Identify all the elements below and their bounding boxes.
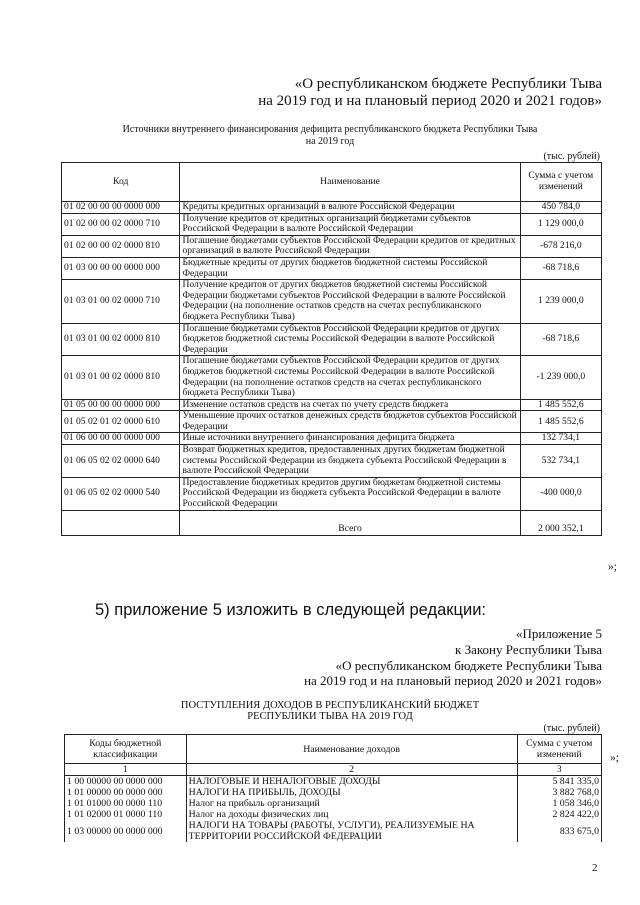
row-sum: 2 824 422,0 bbox=[517, 809, 601, 820]
row-code: 1 03 00000 00 0000 000 bbox=[65, 820, 187, 842]
row-code: 1 01 01000 00 0000 110 bbox=[65, 798, 187, 809]
table1-closing-mark: »; bbox=[608, 561, 617, 573]
row-sum: 132 734,1 bbox=[520, 433, 601, 445]
col-num-3: 3 bbox=[517, 764, 601, 776]
table-header-row bbox=[65, 735, 602, 764]
row-name: Кредиты кредитных организаций в валюте Российской Федерации bbox=[180, 202, 520, 214]
income-table bbox=[64, 734, 602, 842]
row-code: 01 03 00 00 00 0000 000 bbox=[62, 257, 180, 279]
point5-text: 5) приложение 5 изложить в следующей редакции: bbox=[95, 601, 486, 619]
row-sum: 1 058 346,0 bbox=[517, 798, 601, 809]
table-row bbox=[62, 399, 602, 411]
row-code: 1 00 00000 00 0000 000 bbox=[65, 776, 187, 788]
row-code: 01 06 05 02 02 0000 540 bbox=[62, 477, 180, 510]
row-code: 01 02 00 00 00 0000 000 bbox=[62, 202, 180, 214]
row-code: 01 03 01 00 02 0000 710 bbox=[62, 280, 180, 323]
col-num-2: 2 bbox=[186, 764, 517, 776]
table1-title-line2: на 2019 год bbox=[305, 136, 355, 147]
row-sum: 532 734,1 bbox=[520, 445, 601, 478]
table-row bbox=[62, 445, 602, 478]
row-sum: -1 239 000,0 bbox=[520, 356, 601, 399]
row-sum: 450 784,0 bbox=[520, 202, 601, 214]
header-sum: Сумма с учетом изменений bbox=[520, 163, 601, 202]
table-row bbox=[62, 356, 602, 399]
row-sum: 3 882 768,0 bbox=[517, 787, 601, 798]
row-name: Получение кредитов от других бюджетов бюджетной системы Российской Федерации бюджетами субъектов Российской Федерации в валюте Российской Федерации (на пополнение остатков средств на счетах республиканского бюджета Республики Тыва) bbox=[180, 280, 520, 323]
header-name: Наименование bbox=[180, 163, 520, 202]
row-code: 1 01 00000 00 0000 000 bbox=[65, 787, 187, 798]
sources-table bbox=[61, 162, 602, 536]
table-row bbox=[65, 809, 602, 820]
row-sum: 1 485 552,6 bbox=[520, 411, 601, 433]
row-code: 01 03 01 00 02 0000 810 bbox=[62, 323, 180, 356]
row-name: Налог на прибыль организаций bbox=[186, 798, 517, 809]
row-code: 01 06 05 02 02 0000 640 bbox=[62, 445, 180, 478]
total-label: Всего bbox=[180, 510, 520, 535]
row-sum: -68 718,6 bbox=[520, 323, 601, 356]
row-name: Предоставление бюджетных кредитов другим бюджетам бюджетной системы Российской Федерации из бюджета субъекта Российской Федерации в валюте Российской Федерации bbox=[180, 477, 520, 510]
row-sum: -400 000,0 bbox=[520, 477, 601, 510]
row-name: НАЛОГИ НА ПРИБЫЛЬ, ДОХОДЫ bbox=[186, 787, 517, 798]
row-name: НАЛОГОВЫЕ И НЕНАЛОГОВЫЕ ДОХОДЫ bbox=[186, 776, 517, 788]
table-row bbox=[62, 202, 602, 214]
row-sum: -678 216,0 bbox=[520, 235, 601, 257]
table-row bbox=[62, 323, 602, 356]
header1-line1: «О республиканском бюджете Республики Тыва bbox=[294, 76, 602, 92]
row-code: 01 02 00 00 02 0000 810 bbox=[62, 235, 180, 257]
row-code: 01 02 00 00 02 0000 710 bbox=[62, 213, 180, 235]
row-name: Погашение бюджетами субъектов Российской Федерации кредитов от других бюджетов бюджетной системы Российской Федерации в валюте Российской Федерации (на пополнение остатков средств на счетах республиканского бюджета Республики Тыва) bbox=[180, 356, 520, 399]
row-name: Изменение остатков средств на счетах по учету средств бюджета bbox=[180, 399, 520, 411]
row-name: Получение кредитов от кредитных организаций бюджетами субъектов Российской Федерации в валюте Российской Федерации bbox=[180, 213, 520, 235]
row-name: Иные источники внутреннего финансирования дефицита бюджета bbox=[180, 433, 520, 445]
header-code: Код bbox=[62, 163, 180, 202]
row-name: Возврат бюджетных кредитов, предоставленных других бюджетам бюджетной системы Российской Федерации из бюджета субъекта Российской Федерации в валюте Российской Федерации bbox=[180, 445, 520, 478]
header2-line4: на 2019 год и на плановый период 2020 и 2021 годов» bbox=[304, 673, 602, 688]
table-row bbox=[62, 213, 602, 235]
table-row bbox=[62, 433, 602, 445]
row-name: НАЛОГИ НА ТОВАРЫ (РАБОТЫ, УСЛУГИ), РЕАЛИЗУЕМЫЕ НА ТЕРРИТОРИИ РОССИЙСКОЙ ФЕДЕРАЦИИ bbox=[186, 820, 517, 842]
table2-units: (тыс. рублей) bbox=[543, 723, 600, 734]
header1-line2: на 2019 год и на плановый период 2020 и 2021 годов» bbox=[258, 93, 602, 109]
header-sum: Сумма с учетом изменений bbox=[517, 735, 601, 764]
row-sum: 5 841 335,0 bbox=[517, 776, 601, 788]
table-row bbox=[65, 820, 602, 842]
row-name: Бюджетные кредиты от других бюджетов бюджетной системы Российской Федерации bbox=[180, 257, 520, 279]
row-name: Налог на доходы физических лиц bbox=[186, 809, 517, 820]
table1-units: (тыс. рублей) bbox=[543, 151, 600, 162]
row-sum: 1 485 552,6 bbox=[520, 399, 601, 411]
row-name: Уменьшение прочих остатков денежных средств бюджетов субъектов Российской Федерации bbox=[180, 411, 520, 433]
header2-line3: «О республиканском бюджете Республики Тыва bbox=[335, 658, 602, 673]
row-sum: 833 675,0 bbox=[517, 820, 601, 842]
row-code: 1 01 02000 01 0000 110 bbox=[65, 809, 187, 820]
column-numbers-row bbox=[65, 764, 602, 776]
row-code: 01 03 01 00 02 0000 810 bbox=[62, 356, 180, 399]
header2-line1: «Приложение 5 bbox=[515, 626, 602, 641]
row-sum: 1 239 000,0 bbox=[520, 280, 601, 323]
table-row bbox=[65, 798, 602, 809]
table-row bbox=[62, 257, 602, 279]
header2-line2: к Закону Республики Тыва bbox=[455, 642, 602, 657]
row-name: Погашение бюджетами субъектов Российской Федерации кредитов от других бюджетов бюджетной системы Российской Федерации в валюте Российской Федерации bbox=[180, 323, 520, 356]
table-row bbox=[65, 776, 602, 788]
table-row bbox=[62, 235, 602, 257]
col-num-1: 1 bbox=[65, 764, 187, 776]
table1-title-line1: Источники внутреннего финансирования дефицита республиканского бюджета Республики Тыва bbox=[122, 124, 538, 135]
row-code: 01 05 00 00 00 0000 000 bbox=[62, 399, 180, 411]
table-row bbox=[62, 477, 602, 510]
table-header-row bbox=[62, 163, 602, 202]
header-code: Коды бюджетной классификации bbox=[65, 735, 187, 764]
row-sum: -68 718,6 bbox=[520, 257, 601, 279]
row-name: Погашение бюджетами субъектов Российской Федерации кредитов от кредитных организаций в валюте Российской Федерации bbox=[180, 235, 520, 257]
total-sum: 2 000 352,1 bbox=[520, 510, 601, 535]
row-code: 01 05 02 01 02 0000 610 bbox=[62, 411, 180, 433]
table-row bbox=[62, 280, 602, 323]
table2-title-line1: ПОСТУПЛЕНИЯ ДОХОДОВ В РЕСПУБЛИКАНСКИЙ БЮДЖЕТ bbox=[180, 700, 480, 711]
row-sum: 1 129 000,0 bbox=[520, 213, 601, 235]
table2-title-line2: РЕСПУБЛИКИ ТЫВА НА 2019 ГОД bbox=[247, 711, 413, 722]
table-row bbox=[62, 411, 602, 433]
page-number: 2 bbox=[592, 862, 598, 874]
table-row bbox=[65, 787, 602, 798]
row-code: 01 06 00 00 00 0000 000 bbox=[62, 433, 180, 445]
table-total-row bbox=[62, 510, 602, 535]
table2-side-mark: »; bbox=[610, 752, 619, 764]
header-name: Наименование доходов bbox=[186, 735, 517, 764]
